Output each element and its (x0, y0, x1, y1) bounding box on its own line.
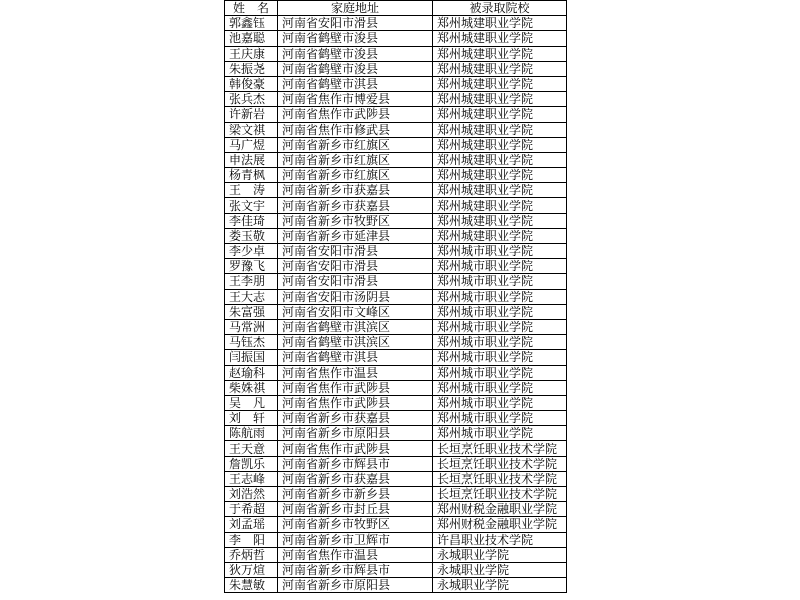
student-name-cell: 郭鑫钰 (225, 16, 278, 31)
student-name-cell: 李 阳 (225, 532, 278, 547)
home-address-cell: 河南省新乡市辉县市 (278, 562, 433, 577)
home-address-cell: 河南省鹤壁市淇滨区 (278, 335, 433, 350)
home-address-cell: 河南省新乡市延津县 (278, 228, 433, 243)
admitted-school-cell: 永城职业学院 (433, 547, 567, 562)
table-row (225, 456, 567, 471)
home-address-cell: 河南省焦作市博爱县 (278, 92, 433, 107)
admitted-school-cell: 郑州城市职业学院 (433, 319, 567, 334)
admitted-school-cell: 永城职业学院 (433, 578, 567, 593)
table-row (225, 304, 567, 319)
student-name-cell: 王天意 (225, 441, 278, 456)
admission-table (224, 0, 567, 593)
table-row (225, 502, 567, 517)
table-row (225, 137, 567, 152)
home-address-cell: 河南省鹤壁市浚县 (278, 31, 433, 46)
admitted-school-cell: 长垣烹饪职业技术学院 (433, 471, 567, 486)
student-name-cell: 刘孟瑶 (225, 517, 278, 532)
home-address-cell: 河南省安阳市滑县 (278, 274, 433, 289)
home-address-cell: 河南省新乡市封丘县 (278, 502, 433, 517)
admitted-school-cell: 郑州城建职业学院 (433, 137, 567, 152)
student-name-cell: 吴 凡 (225, 395, 278, 410)
table-row (225, 441, 567, 456)
home-address-cell: 河南省鹤壁市浚县 (278, 46, 433, 61)
home-address-cell: 河南省新乡市获嘉县 (278, 471, 433, 486)
home-address-cell: 河南省安阳市滑县 (278, 259, 433, 274)
table-row (225, 244, 567, 259)
student-name-cell: 许新岩 (225, 107, 278, 122)
admitted-school-cell: 郑州城建职业学院 (433, 107, 567, 122)
table-row (225, 46, 567, 61)
home-address-cell: 河南省焦作市武陟县 (278, 380, 433, 395)
admitted-school-cell: 郑州城建职业学院 (433, 31, 567, 46)
table-row (225, 471, 567, 486)
student-name-cell: 马常洲 (225, 319, 278, 334)
student-name-cell: 赵瑜科 (225, 365, 278, 380)
student-name-cell: 李佳琦 (225, 213, 278, 228)
student-name-cell: 马钰杰 (225, 335, 278, 350)
table-row (225, 380, 567, 395)
table-row (225, 547, 567, 562)
student-name-cell: 刘浩然 (225, 487, 278, 502)
student-name-cell: 陈航雨 (225, 426, 278, 441)
admitted-school-cell: 郑州城建职业学院 (433, 198, 567, 213)
student-name-cell: 梁文祺 (225, 122, 278, 137)
admission-table-container (224, 0, 567, 593)
home-address-cell: 河南省焦作市温县 (278, 547, 433, 562)
table-row (225, 532, 567, 547)
table-row (225, 16, 567, 31)
admitted-school-cell: 郑州城市职业学院 (433, 365, 567, 380)
table-row (225, 198, 567, 213)
table-row (225, 183, 567, 198)
admitted-school-cell: 许昌职业技术学院 (433, 532, 567, 547)
column-header-address: 家庭地址 (278, 1, 433, 16)
admitted-school-cell: 郑州城市职业学院 (433, 274, 567, 289)
admitted-school-cell: 郑州城建职业学院 (433, 92, 567, 107)
home-address-cell: 河南省新乡市获嘉县 (278, 411, 433, 426)
student-name-cell: 马广煜 (225, 137, 278, 152)
table-row (225, 228, 567, 243)
table-row (225, 213, 567, 228)
admitted-school-cell: 郑州城建职业学院 (433, 213, 567, 228)
admitted-school-cell: 郑州城市职业学院 (433, 259, 567, 274)
table-row (225, 259, 567, 274)
student-name-cell: 柴姝祺 (225, 380, 278, 395)
student-name-cell: 乔炳哲 (225, 547, 278, 562)
table-row (225, 92, 567, 107)
home-address-cell: 河南省新乡市牧野区 (278, 213, 433, 228)
table-row (225, 274, 567, 289)
home-address-cell: 河南省新乡市红旗区 (278, 168, 433, 183)
home-address-cell: 河南省安阳市汤阴县 (278, 289, 433, 304)
table-header-row (225, 1, 567, 16)
table-row (225, 168, 567, 183)
home-address-cell: 河南省鹤壁市淇县 (278, 350, 433, 365)
admitted-school-cell: 郑州城市职业学院 (433, 304, 567, 319)
home-address-cell: 河南省新乡市辉县市 (278, 456, 433, 471)
table-row (225, 289, 567, 304)
admitted-school-cell: 郑州城建职业学院 (433, 228, 567, 243)
admitted-school-cell: 郑州城建职业学院 (433, 183, 567, 198)
table-row (225, 335, 567, 350)
home-address-cell: 河南省安阳市文峰区 (278, 304, 433, 319)
student-name-cell: 池嘉聪 (225, 31, 278, 46)
student-name-cell: 王志峰 (225, 471, 278, 486)
home-address-cell: 河南省安阳市滑县 (278, 244, 433, 259)
table-row (225, 426, 567, 441)
table-row (225, 152, 567, 167)
table-row (225, 107, 567, 122)
home-address-cell: 河南省鹤壁市淇滨区 (278, 319, 433, 334)
student-name-cell: 于希超 (225, 502, 278, 517)
table-row (225, 517, 567, 532)
home-address-cell: 河南省新乡市红旗区 (278, 152, 433, 167)
home-address-cell: 河南省新乡市原阳县 (278, 426, 433, 441)
student-name-cell: 王大志 (225, 289, 278, 304)
admitted-school-cell: 郑州城建职业学院 (433, 168, 567, 183)
admitted-school-cell: 郑州城市职业学院 (433, 335, 567, 350)
home-address-cell: 河南省焦作市武陟县 (278, 441, 433, 456)
student-name-cell: 罗豫飞 (225, 259, 278, 274)
admitted-school-cell: 郑州城市职业学院 (433, 426, 567, 441)
admitted-school-cell: 长垣烹饪职业技术学院 (433, 441, 567, 456)
admitted-school-cell: 永城职业学院 (433, 562, 567, 577)
home-address-cell: 河南省新乡市新乡县 (278, 487, 433, 502)
admitted-school-cell: 郑州城市职业学院 (433, 380, 567, 395)
admitted-school-cell: 郑州城市职业学院 (433, 411, 567, 426)
table-row (225, 365, 567, 380)
admitted-school-cell: 郑州城建职业学院 (433, 16, 567, 31)
student-name-cell: 詹凯乐 (225, 456, 278, 471)
student-name-cell: 张文宇 (225, 198, 278, 213)
student-name-cell: 狄万煊 (225, 562, 278, 577)
home-address-cell: 河南省焦作市武陟县 (278, 395, 433, 410)
table-row (225, 411, 567, 426)
admitted-school-cell: 郑州城建职业学院 (433, 76, 567, 91)
admitted-school-cell: 郑州财税金融职业学院 (433, 502, 567, 517)
admitted-school-cell: 郑州财税金融职业学院 (433, 517, 567, 532)
home-address-cell: 河南省焦作市修武县 (278, 122, 433, 137)
home-address-cell: 河南省新乡市红旗区 (278, 137, 433, 152)
admitted-school-cell: 郑州城市职业学院 (433, 289, 567, 304)
student-name-cell: 申法展 (225, 152, 278, 167)
student-name-cell: 朱富强 (225, 304, 278, 319)
home-address-cell: 河南省新乡市卫辉市 (278, 532, 433, 547)
column-header-school: 被录取院校 (433, 1, 567, 16)
admitted-school-cell: 郑州城建职业学院 (433, 46, 567, 61)
admitted-school-cell: 郑州城市职业学院 (433, 244, 567, 259)
admitted-school-cell: 长垣烹饪职业技术学院 (433, 456, 567, 471)
student-name-cell: 韩俊豪 (225, 76, 278, 91)
table-row (225, 76, 567, 91)
home-address-cell: 河南省新乡市获嘉县 (278, 183, 433, 198)
table-row (225, 487, 567, 502)
home-address-cell: 河南省焦作市温县 (278, 365, 433, 380)
home-address-cell: 河南省新乡市获嘉县 (278, 198, 433, 213)
admitted-school-cell: 郑州城市职业学院 (433, 350, 567, 365)
table-row (225, 578, 567, 593)
table-row (225, 122, 567, 137)
admitted-school-cell: 郑州城市职业学院 (433, 395, 567, 410)
column-header-name: 姓 名 (225, 1, 278, 16)
student-name-cell: 李少卓 (225, 244, 278, 259)
admitted-school-cell: 郑州城建职业学院 (433, 152, 567, 167)
admitted-school-cell: 长垣烹饪职业技术学院 (433, 487, 567, 502)
student-name-cell: 朱慧敏 (225, 578, 278, 593)
home-address-cell: 河南省新乡市牧野区 (278, 517, 433, 532)
table-row (225, 395, 567, 410)
student-name-cell: 娄玉敬 (225, 228, 278, 243)
table-row (225, 350, 567, 365)
table-row (225, 562, 567, 577)
student-name-cell: 杨青枫 (225, 168, 278, 183)
home-address-cell: 河南省鹤壁市浚县 (278, 61, 433, 76)
student-name-cell: 朱振尧 (225, 61, 278, 76)
student-name-cell: 张兵杰 (225, 92, 278, 107)
student-name-cell: 王庆康 (225, 46, 278, 61)
student-name-cell: 闫振国 (225, 350, 278, 365)
student-name-cell: 刘 轩 (225, 411, 278, 426)
table-row (225, 31, 567, 46)
table-row (225, 319, 567, 334)
admitted-school-cell: 郑州城建职业学院 (433, 61, 567, 76)
home-address-cell: 河南省新乡市原阳县 (278, 578, 433, 593)
table-row (225, 61, 567, 76)
home-address-cell: 河南省安阳市滑县 (278, 16, 433, 31)
student-name-cell: 王 涛 (225, 183, 278, 198)
student-name-cell: 王李朋 (225, 274, 278, 289)
home-address-cell: 河南省鹤壁市淇县 (278, 76, 433, 91)
admitted-school-cell: 郑州城建职业学院 (433, 122, 567, 137)
table-body (225, 16, 567, 593)
home-address-cell: 河南省焦作市武陟县 (278, 107, 433, 122)
